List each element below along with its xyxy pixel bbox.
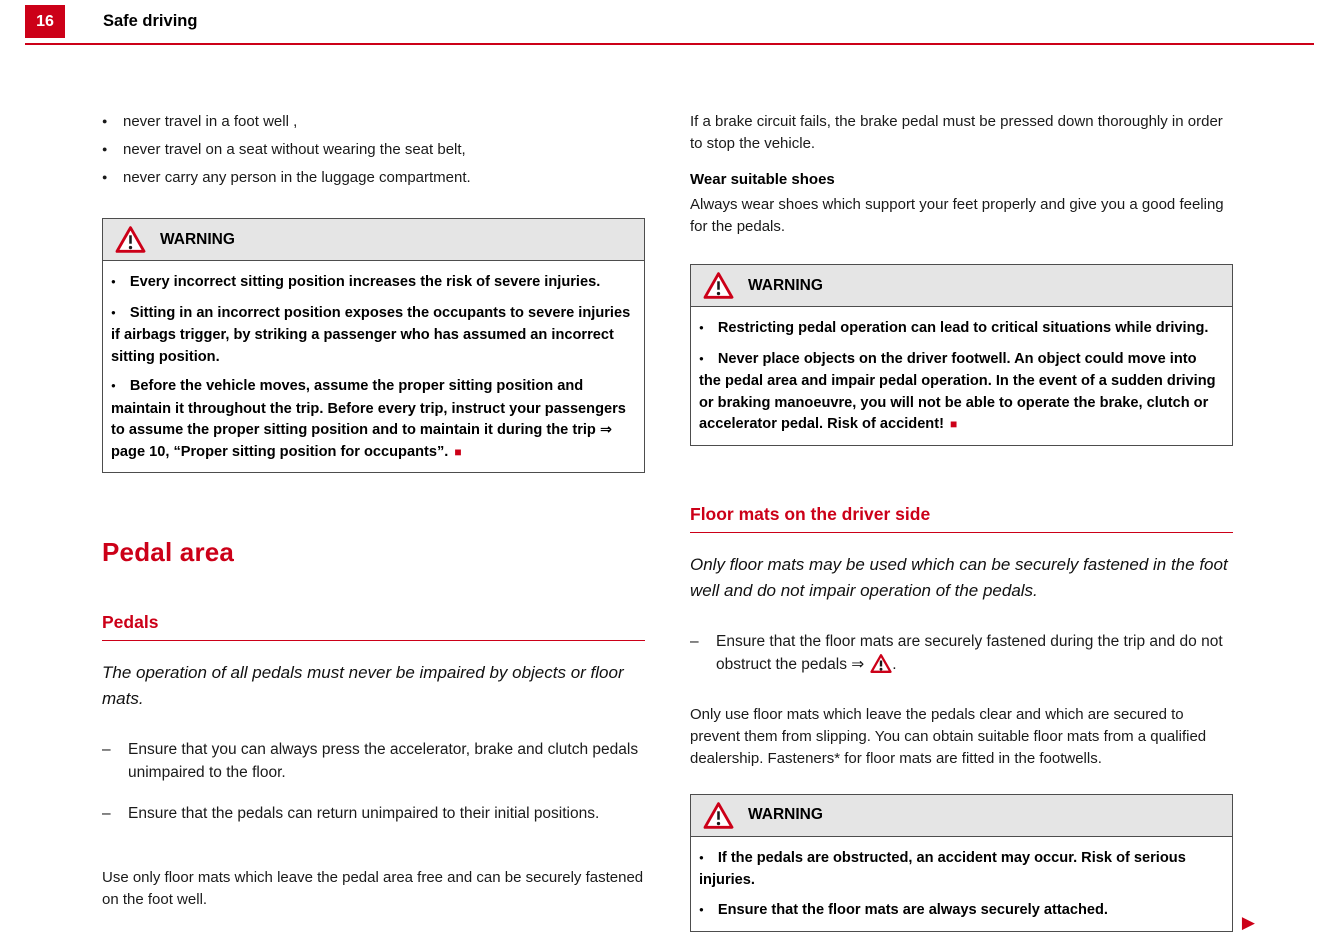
chapter-title: Safe driving: [103, 12, 198, 30]
list-item: [102, 738, 645, 784]
warning-item: [111, 272, 634, 295]
subheading-wear-suitable-shoes: Wear suitable shoes: [690, 171, 835, 188]
warning-title: WARNING: [160, 230, 235, 248]
bullet-icon: ●: [102, 116, 108, 126]
list-item-text-part: .: [892, 655, 897, 673]
list-item-text: [716, 630, 1233, 676]
paragraph: If a brake circuit fails, the brake pedal must be pressed down thoroughly in order to stop the vehicle.: [690, 113, 1223, 152]
list-item-text: never travel on a seat without wearing the seat belt,: [123, 141, 466, 158]
page-number: 16: [36, 12, 54, 30]
warning-item: [111, 376, 634, 463]
paragraph: Always wear shoes which support your feet properly and give you a good feeling for the pedals.: [690, 196, 1224, 235]
bullet-icon: ●: [699, 353, 704, 363]
warning-item-text: Every incorrect sitting position increases the risk of severe injuries.: [129, 274, 601, 290]
list-item-text: Ensure that the pedals can return unimpaired to their initial positions.: [128, 805, 600, 822]
bullet-icon: ●: [699, 852, 704, 862]
warning-item: [111, 303, 634, 369]
warning-box-pedal-operation: [690, 264, 1233, 446]
lead-paragraph: The operation of all pedals must never be impaired by objects or floor mats.: [102, 663, 624, 708]
bullet-icon: ●: [111, 277, 116, 286]
paragraph: Only use floor mats which leave the pedals clear and which are secured to prevent them from slipping. You can obtain suitable floor mats from a qualified dealership. Fasteners* for floor mats are fitted in the footwells.: [690, 705, 1207, 767]
warning-triangle-icon: [870, 654, 892, 673]
warning-title: WARNING: [748, 806, 823, 823]
left-column: [102, 111, 645, 932]
content-columns: [0, 45, 1339, 932]
warning-body: [691, 307, 1232, 445]
warning-box-sitting-position: [102, 218, 645, 473]
warning-item-text: Before the vehicle moves, assume the proper sitting position and maintain it throughout the trip. Before every trip, instruct your passengers to assume the proper sitting position and to maintain it during the trip ⇒ page 10, “Proper sitting position for occupants”.: [111, 378, 626, 460]
lead-paragraph: Only floor mats may be used which can be securely fastened in the foot well and do not impair operation of the pedals.: [690, 554, 1228, 600]
warning-header: [691, 795, 1232, 837]
list-item: [102, 167, 645, 188]
warning-item-text: Restricting pedal operation can lead to critical situations while driving.: [717, 320, 1209, 336]
subheading-pedals: Pedals: [102, 612, 645, 641]
list-item: [102, 139, 645, 160]
right-column: [690, 111, 1255, 932]
warning-body: [103, 261, 644, 472]
warning-item-text: If the pedals are obstructed, an accident may occur. Risk of serious injuries.: [699, 849, 1186, 888]
dash-icon: –: [102, 805, 111, 822]
warning-triangle-icon: [703, 272, 734, 299]
list-item-text: Ensure that you can always press the accelerator, brake and clutch pedals unimpaired to the floor.: [128, 741, 639, 781]
warning-item-text: Sitting in an incorrect position exposes the occupants to severe injuries if airbags trigger, by striking a passenger who has assumed an incorrect sitting position.: [111, 304, 631, 365]
bullet-icon: ●: [111, 381, 116, 390]
warning-item: [699, 900, 1222, 923]
warning-item: [699, 318, 1222, 341]
bullet-icon: ●: [699, 904, 704, 914]
section-heading-pedal-area: Pedal area: [102, 537, 235, 567]
list-item: [102, 802, 645, 825]
warning-title: WARNING: [748, 276, 823, 294]
warning-header: [691, 265, 1232, 307]
subheading-floor-mats: Floor mats on the driver side: [690, 504, 1233, 533]
list-item-text-part: Ensure that the floor mats are securely fastened during the trip and do not obstruct the pedals ⇒: [716, 632, 1223, 673]
continuation-arrow-icon: ▶: [1241, 913, 1255, 932]
warning-body: [691, 837, 1232, 932]
warning-item-text: Never place objects on the driver footwell. An object could move into the pedal area and impair pedal operation. In the event of a sudden driving or braking manoeuvre, you will not be able to operate the brake, clutch or accelerator pedal. Risk of accident!: [699, 350, 1216, 432]
warning-box-floor-mats: [690, 794, 1233, 933]
dash-icon: –: [690, 632, 699, 650]
paragraph: Use only floor mats which leave the pedal area free and can be securely fastened on the foot well.: [102, 869, 644, 908]
warning-item-text: Ensure that the floor mats are always securely attached.: [717, 901, 1108, 918]
bullet-icon: ●: [102, 144, 108, 154]
bullet-icon: ●: [111, 307, 116, 317]
bullet-list: [102, 111, 645, 188]
list-item: [102, 111, 645, 132]
warning-triangle-icon: [115, 226, 146, 253]
page-number-box: [25, 5, 65, 38]
list-item-text: never carry any person in the luggage compartment.: [123, 169, 471, 186]
end-of-section-icon: ■: [949, 417, 958, 431]
warning-box-wrapper: [690, 794, 1255, 933]
page-header: [25, 5, 1314, 45]
bullet-icon: ●: [699, 323, 704, 332]
warning-header: [103, 219, 644, 261]
list-item: [690, 630, 1233, 676]
list-item-text: never travel in a foot well ,: [123, 113, 298, 130]
bullet-icon: ●: [102, 172, 108, 182]
dash-icon: –: [102, 741, 111, 758]
warning-item: [699, 848, 1222, 892]
end-of-section-icon: ■: [454, 444, 462, 459]
warning-item: [699, 349, 1222, 436]
warning-triangle-icon: [703, 802, 734, 829]
